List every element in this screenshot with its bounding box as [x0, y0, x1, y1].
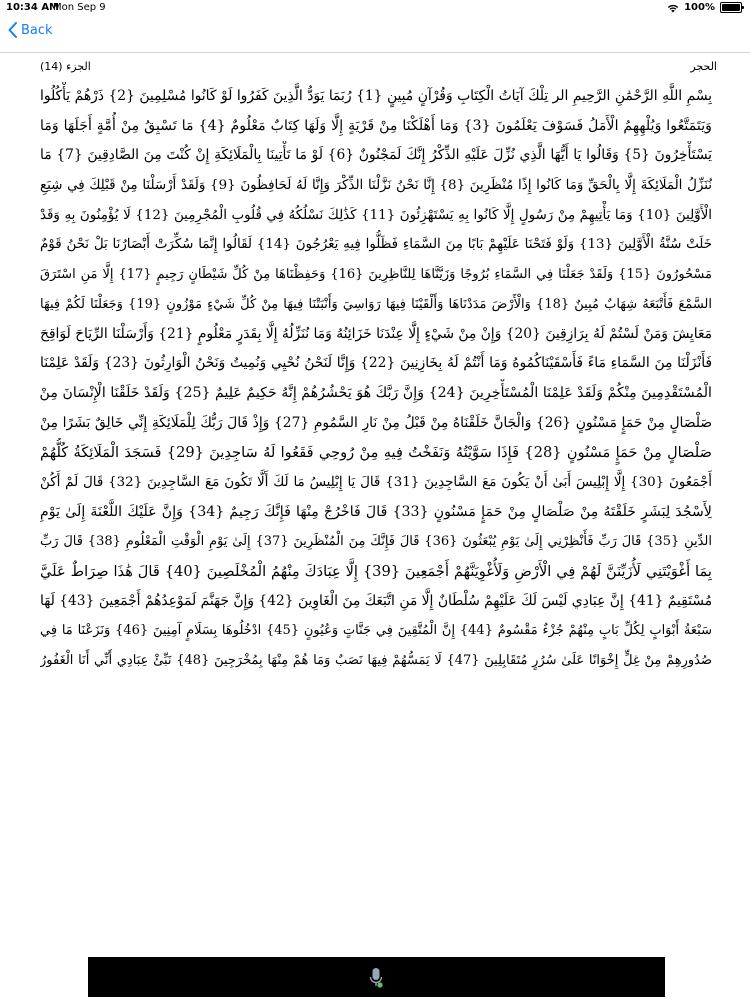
quran-line: وَيَتَمَتَّعُوا وَيُلْهِهِمُ الْأَمَلُ فَسَوْفَ يَعْلَمُونَ {3} وَمَا أَهْلَكْنَا مِنْ قَرْيَةٍ إِلَّا وَلَهَا كِتَابٌ مَعْلُومٌ {4} مَا تَسْبِقُ مِنْ أُمَّةٍ أَجَلَهَا وَمَا — [40, 117, 712, 134]
juz-label: الجزء (14) — [40, 60, 91, 73]
page-header — [0, 56, 750, 76]
navigation-bar — [0, 16, 750, 53]
quran-line: مَسْحُورُونَ {15} وَلَقَدْ جَعَلْنَا فِي السَّمَاءِ بُرُوجًا وَزَيَّنَّاهَا لِلنَّاظِرِينَ {16} وَحَفِظْنَاهَا مِنْ كُلِّ شَيْطَانٍ رَجِيمٍ {17} إِلَّا مَنِ اسْتَرَقَ — [40, 267, 712, 283]
quran-line: بِمَا أَغْوَيْتَنِي لَأُزَيِّنَنَّ لَهُمْ فِي الْأَرْضِ وَلَأُغْوِيَنَّهُمْ أَجْمَعِينَ {39} إِلَّا عِبَادَكَ مِنْهُمُ الْمُخْلَصِينَ {40} قَالَ هَٰذَا صِرَاطٌ عَلَيَّ — [40, 563, 712, 580]
quran-line: فَأَنْزَلْنَا مِنَ السَّمَاءِ مَاءً فَأَسْقَيْنَاكُمُوهُ وَمَا أَنْتُمْ لَهُ بِخَازِنِينَ {22} وَإِنَّا لَنَحْنُ نُحْيِي وَنُمِيتُ وَنَحْنُ الْوَارِثُونَ {23} وَلَقَدْ عَلِمْنَا — [40, 355, 712, 372]
quran-line: لِأَسْجُدَ لِبَشَرٍ خَلَقْتَهُ مِنْ صَلْصَالٍ مِنْ حَمَإٍ مَسْنُونٍ {33} قَالَ فَاخْرُجْ مِنْهَا فَإِنَّكَ رَجِيمٌ {34} وَإِنَّ عَلَيْكَ اللَّعْنَةَ إِلَىٰ يَوْمِ — [40, 503, 712, 520]
battery-icon — [720, 2, 742, 13]
chevron-left-icon — [8, 22, 17, 38]
status-date: Mon Sep 9 — [53, 2, 106, 13]
status-time: 10:34 AM — [6, 2, 60, 13]
quran-line: خَلَتْ سُنَّةُ الْأَوَّلِينَ {13} وَلَوْ فَتَحْنَا عَلَيْهِمْ بَابًا مِنَ السَّمَاءِ فَظَلُّوا فِيهِ يَعْرُجُونَ {14} لَقَالُوا إِنَّمَا سُكِّرَتْ أَبْصَارُنَا بَلْ نَحْنُ قَوْمٌ — [40, 237, 712, 253]
status-bar — [0, 0, 750, 16]
quran-line: مَعَايِشَ وَمَنْ لَسْتُمْ لَهُ بِرَازِقِينَ {20} وَإِنْ مِنْ شَيْءٍ إِلَّا عِنْدَنَا خَزَائِنُهُ وَمَا نُنَزِّلُهُ إِلَّا بِقَدَرٍ مَعْلُومٍ {21} وَأَرْسَلْنَا الرِّيَاحَ لَوَاقِحَ — [40, 325, 712, 342]
status-right-group — [667, 2, 742, 13]
quran-line: الْأَوَّلِينَ {10} وَمَا يَأْتِيهِمْ مِنْ رَسُولٍ إِلَّا كَانُوا بِهِ يَسْتَهْزِئُونَ {11} كَذَٰلِكَ نَسْلُكُهُ فِي قُلُوبِ الْمُجْرِمِينَ {12} لَا يُؤْمِنُونَ بِهِ وَقَدْ — [40, 207, 712, 223]
bottom-toolbar — [88, 957, 665, 997]
surah-title: الحجر — [690, 60, 717, 73]
wifi-icon — [667, 3, 679, 13]
quran-line: صُدُورِهِمْ مِنْ غِلٍّ إِخْوَانًا عَلَىٰ سُرُرٍ مُتَقَابِلِينَ {47} لَا يَمَسُّهُمْ فِيهَا نَصَبٌ وَمَا هُمْ مِنْهَا بِمُخْرَجِينَ {48} نَبِّئْ عِبَادِي أَنِّي أَنَا الْغَفُورُ — [40, 653, 712, 669]
quran-line: الْمُسْتَقْدِمِينَ مِنْكُمْ وَلَقَدْ عَلِمْنَا الْمُسْتَأْخِرِينَ {24} وَإِنَّ رَبَّكَ هُوَ يَحْشُرُهُمْ إِنَّهُ حَكِيمٌ عَلِيمٌ {25} وَلَقَدْ خَلَقْنَا الْإِنْسَانَ مِنْ — [40, 384, 712, 401]
quran-line: مُسْتَقِيمٌ {41} إِنَّ عِبَادِي لَيْسَ لَكَ عَلَيْهِمْ سُلْطَانٌ إِلَّا مَنِ اتَّبَعَكَ مِنَ الْغَاوِينَ {42} وَإِنَّ جَهَنَّمَ لَمَوْعِدُهُمْ أَجْمَعِينَ {43} لَهَا — [40, 592, 712, 609]
quran-line: صَلْصَالٍ مِنْ حَمَإٍ مَسْنُونٍ {28} فَإِذَا سَوَّيْتُهُ وَنَفَخْتُ فِيهِ مِنْ رُوحِي فَقَعُوا لَهُ سَاجِدِينَ {29} فَسَجَدَ الْمَلَائِكَةُ كُلُّهُمْ — [40, 444, 712, 462]
back-label: Back — [21, 22, 53, 38]
quran-line: السَّمْعَ فَأَتْبَعَهُ شِهَابٌ مُبِينٌ {18} وَالْأَرْضَ مَدَدْنَاهَا وَأَلْقَيْنَا فِيهَا رَوَاسِيَ وَأَنْبَتْنَا فِيهَا مِنْ كُلِّ شَيْءٍ مَوْزُونٍ {19} وَجَعَلْنَا لَكُمْ فِيهَا — [40, 296, 712, 312]
back-button[interactable] — [8, 22, 53, 38]
quran-line: يَسْتَأْخِرُونَ {5} وَقَالُوا يَا أَيُّهَا الَّذِي نُزِّلَ عَلَيْهِ الذِّكْرُ إِنَّكَ لَمَجْنُونٌ {6} لَوْ مَا تَأْتِينَا بِالْمَلَائِكَةِ إِنْ كُنْتَ مِنَ الصَّادِقِينَ {7} مَا — [40, 147, 712, 164]
quran-line: نُنَزِّلُ الْمَلَائِكَةَ إِلَّا بِالْحَقِّ وَمَا كَانُوا إِذًا مُنْظَرِينَ {8} إِنَّا نَحْنُ نَزَّلْنَا الذِّكْرَ وَإِنَّا لَهُ لَحَافِظُونَ {9} وَلَقَدْ أَرْسَلْنَا مِنْ قَبْلِكَ فِي شِيَعِ — [40, 178, 712, 194]
microphone-icon[interactable] — [369, 967, 383, 989]
quran-line: سَبْعَةُ أَبْوَابٍ لِكُلِّ بَابٍ مِنْهُمْ جُزْءٌ مَقْسُومٌ {44} إِنَّ الْمُتَّقِينَ فِي جَنَّاتٍ وَعُيُونٍ {45} ادْخُلُوهَا بِسَلَامٍ آمِنِينَ {46} وَنَزَعْنَا مَا فِي — [40, 623, 712, 639]
quran-line: الدِّينِ {35} قَالَ رَبِّ فَأَنْظِرْنِي إِلَىٰ يَوْمِ يُبْعَثُونَ {36} قَالَ فَإِنَّكَ مِنَ الْمُنْظَرِينَ {37} إِلَىٰ يَوْمِ الْوَقْتِ الْمَعْلُومِ {38} قَالَ رَبِّ — [40, 534, 712, 550]
quran-page-text — [40, 82, 712, 914]
quran-line: صَلْصَالٍ مِنْ حَمَإٍ مَسْنُونٍ {26} وَالْجَانَّ خَلَقْنَاهُ مِنْ قَبْلُ مِنْ نَارِ السَّمُومِ {27} وَإِذْ قَالَ رَبُّكَ لِلْمَلَائِكَةِ إِنِّي خَالِقٌ بَشَرًا مِنْ — [40, 414, 712, 431]
quran-line: أَجْمَعُونَ {30} إِلَّا إِبْلِيسَ أَبَىٰ أَنْ يَكُونَ مَعَ السَّاجِدِينَ {31} قَالَ يَا إِبْلِيسُ مَا لَكَ أَلَّا تَكُونَ مَعَ السَّاجِدِينَ {32} قَالَ لَمْ أَكُنْ — [40, 474, 712, 490]
quran-line: بِسْمِ اللَّهِ الرَّحْمَٰنِ الرَّحِيمِ الر تِلْكَ آيَاتُ الْكِتَابِ وَقُرْآنٍ مُبِينٍ {1} رُبَمَا يَوَدُّ الَّذِينَ كَفَرُوا لَوْ كَانُوا مُسْلِمِينَ {2} ذَرْهُمْ يَأْكُلُوا — [40, 88, 712, 104]
battery-percent: 100% — [684, 2, 715, 13]
